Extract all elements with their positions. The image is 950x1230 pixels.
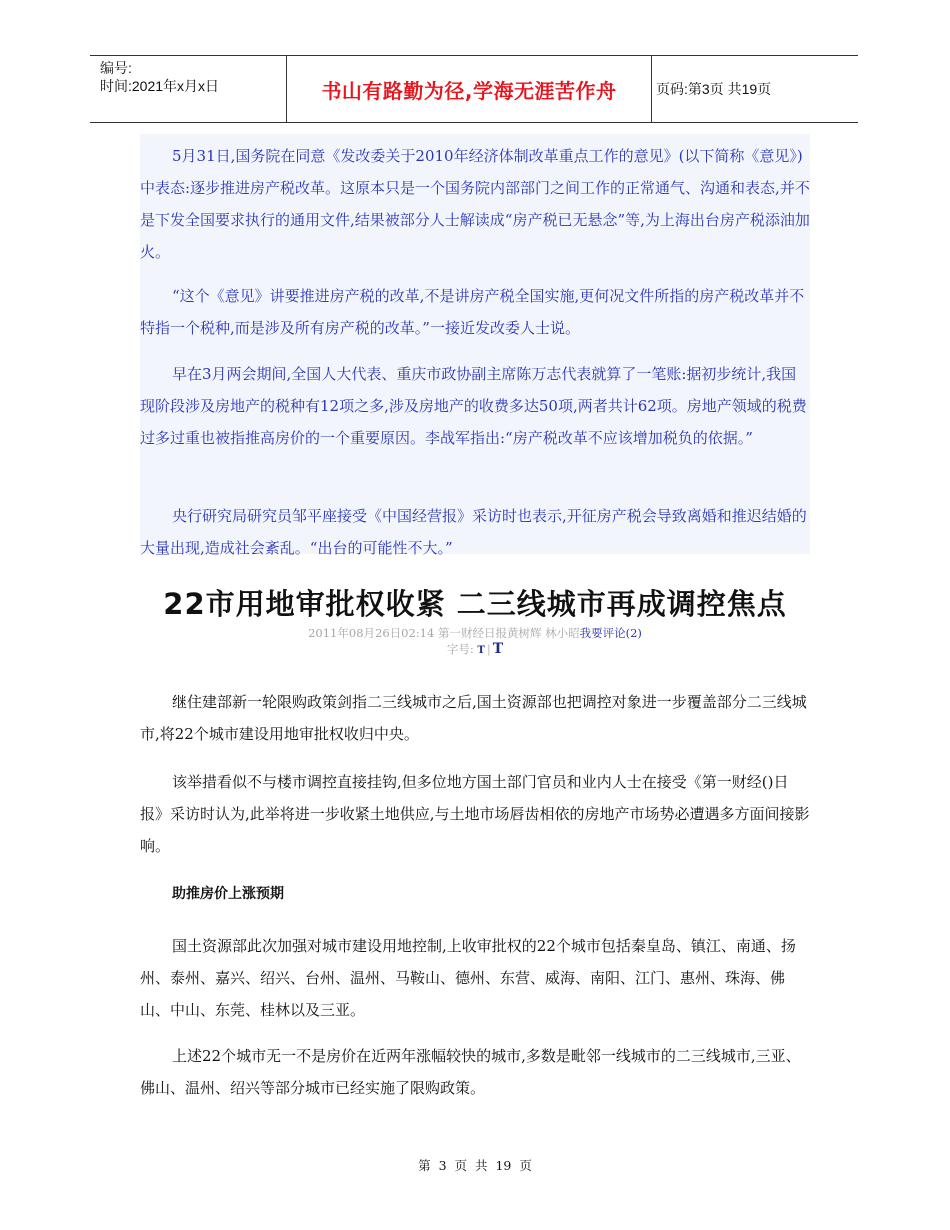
font-size-control — [0, 642, 950, 658]
font-size-separator: | — [486, 642, 491, 656]
article-subheading: 助推房价上涨预期 — [172, 886, 284, 902]
article-title: 22市用地审批权收紧 二三线城市再成调控焦点 — [163, 587, 787, 621]
quote-paragraph: “这个《意见》讲要推进房产税的改革,不是讲房产税全国实施,更何况文件所指的房产税改革并不特指一个税种,而是涉及所有房产税的改革。”一接近发改委人士说。 — [140, 287, 805, 337]
article-paragraph: 继住建部新一轮限购政策剑指二三线城市之后,国土资源部也把调控对象进一步覆盖部分二三线城市,将22个城市建设用地审批权收归中央。 — [140, 693, 807, 743]
comment-link[interactable]: 我要评论(2) — [579, 626, 642, 640]
quote-paragraph: 早在3月两会期间,全国人大代表、重庆市政协副主席陈万志代表就算了一笔账:据初步统计,我国现阶段涉及房地产的税种有12项之多,涉及房地产的收费多达50项,两者共计62项。房地产领域的税费过多过重也被指推高房价的一个重要原因。李战军指出:“房产税改革不应该增加税负的依据。” — [140, 365, 807, 447]
quote-paragraph: 央行研究局研究员邹平座接受《中国经营报》采访时也表示,开征房产税会导致离婚和推迟结婚的大量出现,造成社会紊乱。“出台的可能性不大。” — [140, 507, 807, 557]
number-label: 编号: — [100, 60, 132, 76]
header-left-cell — [100, 59, 219, 95]
article-byline: 2011年08月26日02:14 第一财经日报黄树辉 林小昭 — [308, 626, 580, 640]
motto-text: 书山有路勤为径,学海无涯苦作舟 — [321, 78, 617, 103]
article-paragraph: 上述22个城市无一不是房价在近两年涨幅较快的城市,多数是毗邻一线城市的二三线城市,三亚、佛山、温州、绍兴等部分城市已经实施了限购政策。 — [140, 1047, 801, 1097]
quote-paragraph: 5月31日,国务院在同意《发改委关于2010年经济体制改革重点工作的意见》(以下简称《意见》)中表态:逐步推进房产税改革。这原本只是一个国务院内部部门之间工作的正常通气、沟通和表态,并不是下发全国要求执行的通用文件,结果被部分人士解读成“房产税已无悬念”等,为上海出台房产税添油加火。 — [140, 147, 810, 261]
time-label: 时间:2021年x月x日 — [100, 78, 220, 94]
header-motto-cell — [286, 56, 652, 122]
font-size-small-button[interactable]: T — [477, 645, 485, 656]
header-page-info: 页码:第3页 共19页 — [656, 81, 772, 97]
quote-block — [140, 134, 810, 557]
font-size-label: 字号: — [446, 642, 474, 656]
article-paragraph: 该举措看似不与楼市调控直接挂钩,但多位地方国土部门官员和业内人士在接受《第一财经()日报》采访时认为,此举将进一步收紧土地供应,与土地市场唇齿相依的房地产市场势必遭遇多方面间接影响。 — [140, 773, 810, 855]
header-page-cell — [656, 56, 771, 122]
article-paragraph: 国土资源部此次加强对城市建设用地控制,上收审批权的22个城市包括秦皇岛、镇江、南通、扬州、泰州、嘉兴、绍兴、台州、温州、马鞍山、德州、东营、威海、南阳、江门、惠州、珠海、佛山、中山、东莞、桂林以及三亚。 — [140, 937, 796, 1019]
article-meta — [0, 626, 950, 641]
font-size-large-button[interactable]: T — [492, 641, 504, 657]
document-header — [90, 55, 858, 123]
page-footer: 第 3 页 共 19 页 — [418, 1158, 532, 1173]
